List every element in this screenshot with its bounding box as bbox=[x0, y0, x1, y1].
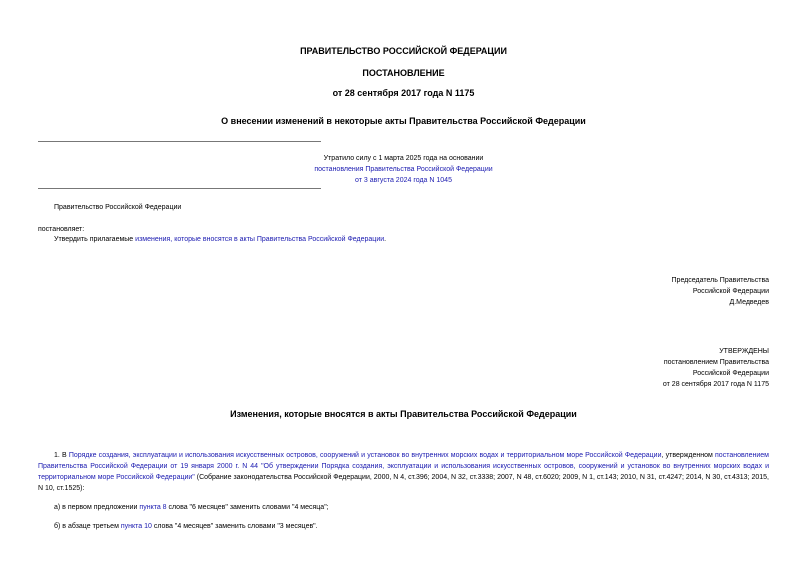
status-note bbox=[0, 153, 807, 186]
changes-link[interactable]: изменения, которые вносятся в акты Правительства Российской Федерации bbox=[135, 236, 385, 243]
procedure-link[interactable]: Порядке создания, эксплуатации и использования искусственных островов, сооружений и установок во внутренних морских водах и территориальном море Российской Федерации bbox=[68, 452, 662, 459]
divider-bottom bbox=[38, 188, 321, 189]
point-10-link[interactable]: пункта 10 bbox=[120, 523, 152, 530]
document-title: О внесении изменений в некоторые акты Правительства Российской Федерации bbox=[221, 116, 586, 126]
authority-heading: ПРАВИТЕЛЬСТВО РОССИЙСКОЙ ФЕДЕРАЦИИ bbox=[300, 46, 507, 56]
status-note-text: Утратило силу с 1 марта 2025 года на основании bbox=[323, 155, 484, 162]
item-a bbox=[54, 502, 329, 513]
signature-country: Российской Федерации bbox=[692, 288, 769, 295]
paragraph-1-number: 1. В bbox=[54, 452, 69, 459]
repeal-link-line2[interactable]: от 3 августа 2024 года N 1045 bbox=[355, 177, 452, 184]
document-type: ПОСТАНОВЛЕНИЕ bbox=[362, 68, 445, 78]
signature-name: Д.Медведев bbox=[729, 299, 769, 306]
approve-sentence bbox=[54, 234, 386, 245]
signature-block bbox=[672, 275, 769, 308]
repeal-link-line1[interactable]: постановления Правительства Российской Федерации bbox=[314, 166, 493, 173]
changes-title: Изменения, которые вносятся в акты Правительства Российской Федерации bbox=[230, 409, 577, 419]
item-b-suffix: слова "4 месяцев" заменить словами "3 месяцев". bbox=[151, 523, 318, 530]
paragraph-1-text1: , утвержденном bbox=[661, 452, 716, 459]
approval-line2: постановлением Правительства bbox=[663, 359, 769, 366]
approval-heading: УТВЕРЖДЕНЫ bbox=[719, 348, 769, 355]
approve-suffix: . bbox=[384, 236, 387, 243]
approval-block bbox=[663, 346, 769, 390]
government-name: Правительство Российской Федерации bbox=[54, 204, 182, 211]
approve-prefix: Утвердить прилагаемые bbox=[54, 236, 136, 243]
resolution-44-link[interactable]: постановлением Правительства Российской Федерации от 19 января 2000 г. N 44 "Об утверждении Порядка создания, эксплуатации и использования искусственных островов, сооружений и установок во внутренних морских водах и территориальном море Российской Федерации" bbox=[38, 452, 769, 481]
approval-date: от 28 сентября 2017 года N 1175 bbox=[662, 381, 769, 388]
approval-line3: Российской Федерации bbox=[692, 370, 769, 377]
item-a-prefix: а) в первом предложении bbox=[54, 504, 140, 511]
paragraph-1 bbox=[38, 450, 769, 494]
item-b bbox=[54, 521, 318, 532]
item-a-suffix: слова "6 месяцев" заменить словами "4 месяца"; bbox=[166, 504, 329, 511]
signature-position: Председатель Правительства bbox=[671, 277, 769, 284]
decides-word: постановляет: bbox=[38, 226, 85, 233]
point-8-link[interactable]: пункта 8 bbox=[139, 504, 167, 511]
document-date-number: от 28 сентября 2017 года N 1175 bbox=[332, 88, 475, 98]
paragraph-1-text2: (Собрание законодательства Российской Федерации, 2000, N 4, ст.396; 2004, N 32, ст.3338; 2007, N 48, ст.6020; 2009, N 1, ст.143; 2010, N 31, ст.4247; 2014, N 30, ст.4313; 2015, N 10, ст.1525): bbox=[38, 474, 769, 492]
item-b-prefix: б) в абзаце третьем bbox=[54, 523, 121, 530]
divider-top bbox=[38, 141, 321, 142]
